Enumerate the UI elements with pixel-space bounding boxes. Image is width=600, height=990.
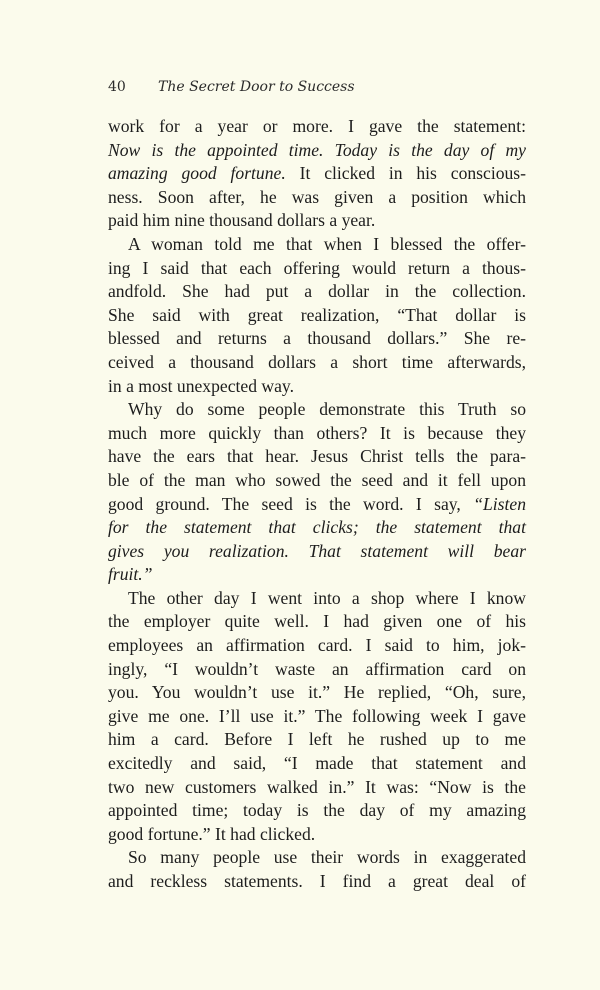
text-segment: in a most unexpected way.	[108, 375, 294, 396]
text-line	[108, 823, 526, 847]
text-line	[108, 799, 526, 823]
italic-text: fruit.”	[108, 564, 153, 585]
text-segment: ingly, “I wouldn’t waste an affirmation card on	[108, 658, 526, 679]
text-segment: and reckless statements. I find a great deal of	[108, 871, 526, 891]
text-segment: him a card. Before I left he rushed up to me	[108, 729, 526, 750]
text-line	[108, 162, 526, 186]
text-segment: ing I said that each offering would return a thous-	[108, 257, 526, 278]
text-segment: paid him nine thousand dollars a year.	[108, 210, 376, 231]
italic-text: “Listen	[473, 493, 526, 514]
text-line	[108, 186, 526, 210]
text-line	[108, 327, 526, 351]
text-line	[108, 422, 526, 446]
text-line	[108, 587, 526, 611]
text-line	[108, 257, 526, 281]
text-segment: you. You wouldn’t use it.” He replied, “Oh, sure,	[108, 682, 526, 703]
text-line	[108, 870, 526, 894]
text-line	[108, 634, 526, 658]
text-segment: good fortune.” It had clicked.	[108, 823, 316, 844]
text-line	[108, 658, 526, 682]
text-line	[108, 139, 526, 163]
text-line	[108, 493, 526, 517]
body-text	[108, 115, 526, 894]
text-segment: Why do some people demonstrate this Truth so	[128, 399, 526, 420]
text-segment: ness. Soon after, he was given a position which	[108, 186, 526, 207]
italic-text: Now is the appointed time. Today is the day of my	[108, 139, 526, 160]
text-line	[108, 776, 526, 800]
text-line	[108, 610, 526, 634]
text-segment: ble of the man who sowed the seed and it fell upon	[108, 469, 526, 490]
text-segment: good ground. The seed is the word. I say,	[108, 493, 474, 514]
text-segment: A woman told me that when I blessed the offer-	[128, 233, 526, 254]
text-segment: The other day I went into a shop where I know	[128, 587, 526, 608]
text-segment: excitedly and said, “I made that statement and	[108, 753, 526, 774]
text-line	[108, 351, 526, 375]
text-line	[108, 115, 526, 139]
page-number: 40	[108, 79, 126, 95]
running-header	[108, 79, 355, 95]
text-line	[108, 681, 526, 705]
italic-text: gives you realization. That statement will bear	[108, 540, 526, 561]
text-segment: give me one. I’ll use it.” The following week I gave	[108, 705, 526, 726]
text-segment: ceived a thousand dollars a short time afterwards,	[108, 351, 526, 372]
text-line	[108, 752, 526, 776]
text-segment: two new customers walked in.” It was: “Now is the	[108, 776, 526, 797]
text-line	[108, 398, 526, 422]
text-line	[108, 705, 526, 729]
text-segment: the employer quite well. I had given one of his	[108, 611, 526, 632]
text-segment: work for a year or more. I gave the statement:	[108, 116, 526, 136]
text-line	[108, 233, 526, 257]
running-title: The Secret Door to Success	[158, 79, 355, 95]
text-segment: blessed and returns a thousand dollars.” She re-	[108, 328, 526, 349]
text-line	[108, 209, 526, 233]
text-line	[108, 563, 526, 587]
text-segment: So many people use their words in exaggerated	[128, 847, 526, 868]
text-line	[108, 516, 526, 540]
text-line	[108, 280, 526, 304]
text-line	[108, 304, 526, 328]
text-segment: She said with great realization, “That dollar is	[108, 304, 526, 325]
text-segment: appointed time; today is the day of my amazing	[108, 800, 526, 821]
text-segment: employees an affirmation card. I said to him, jok-	[108, 635, 526, 656]
text-line	[108, 540, 526, 564]
text-line	[108, 846, 526, 870]
text-line	[108, 469, 526, 493]
italic-text: for the statement that clicks; the statement that	[108, 517, 526, 538]
text-segment: andfold. She had put a dollar in the collection.	[108, 281, 526, 302]
text-segment: It clicked in his conscious-	[285, 163, 527, 184]
text-segment: have the ears that hear. Jesus Christ tells the para-	[108, 446, 526, 467]
text-line	[108, 445, 526, 469]
italic-text: amazing good fortune.	[108, 163, 286, 184]
text-line	[108, 728, 526, 752]
text-line	[108, 375, 526, 399]
text-segment: much more quickly than others? It is because they	[108, 422, 526, 443]
